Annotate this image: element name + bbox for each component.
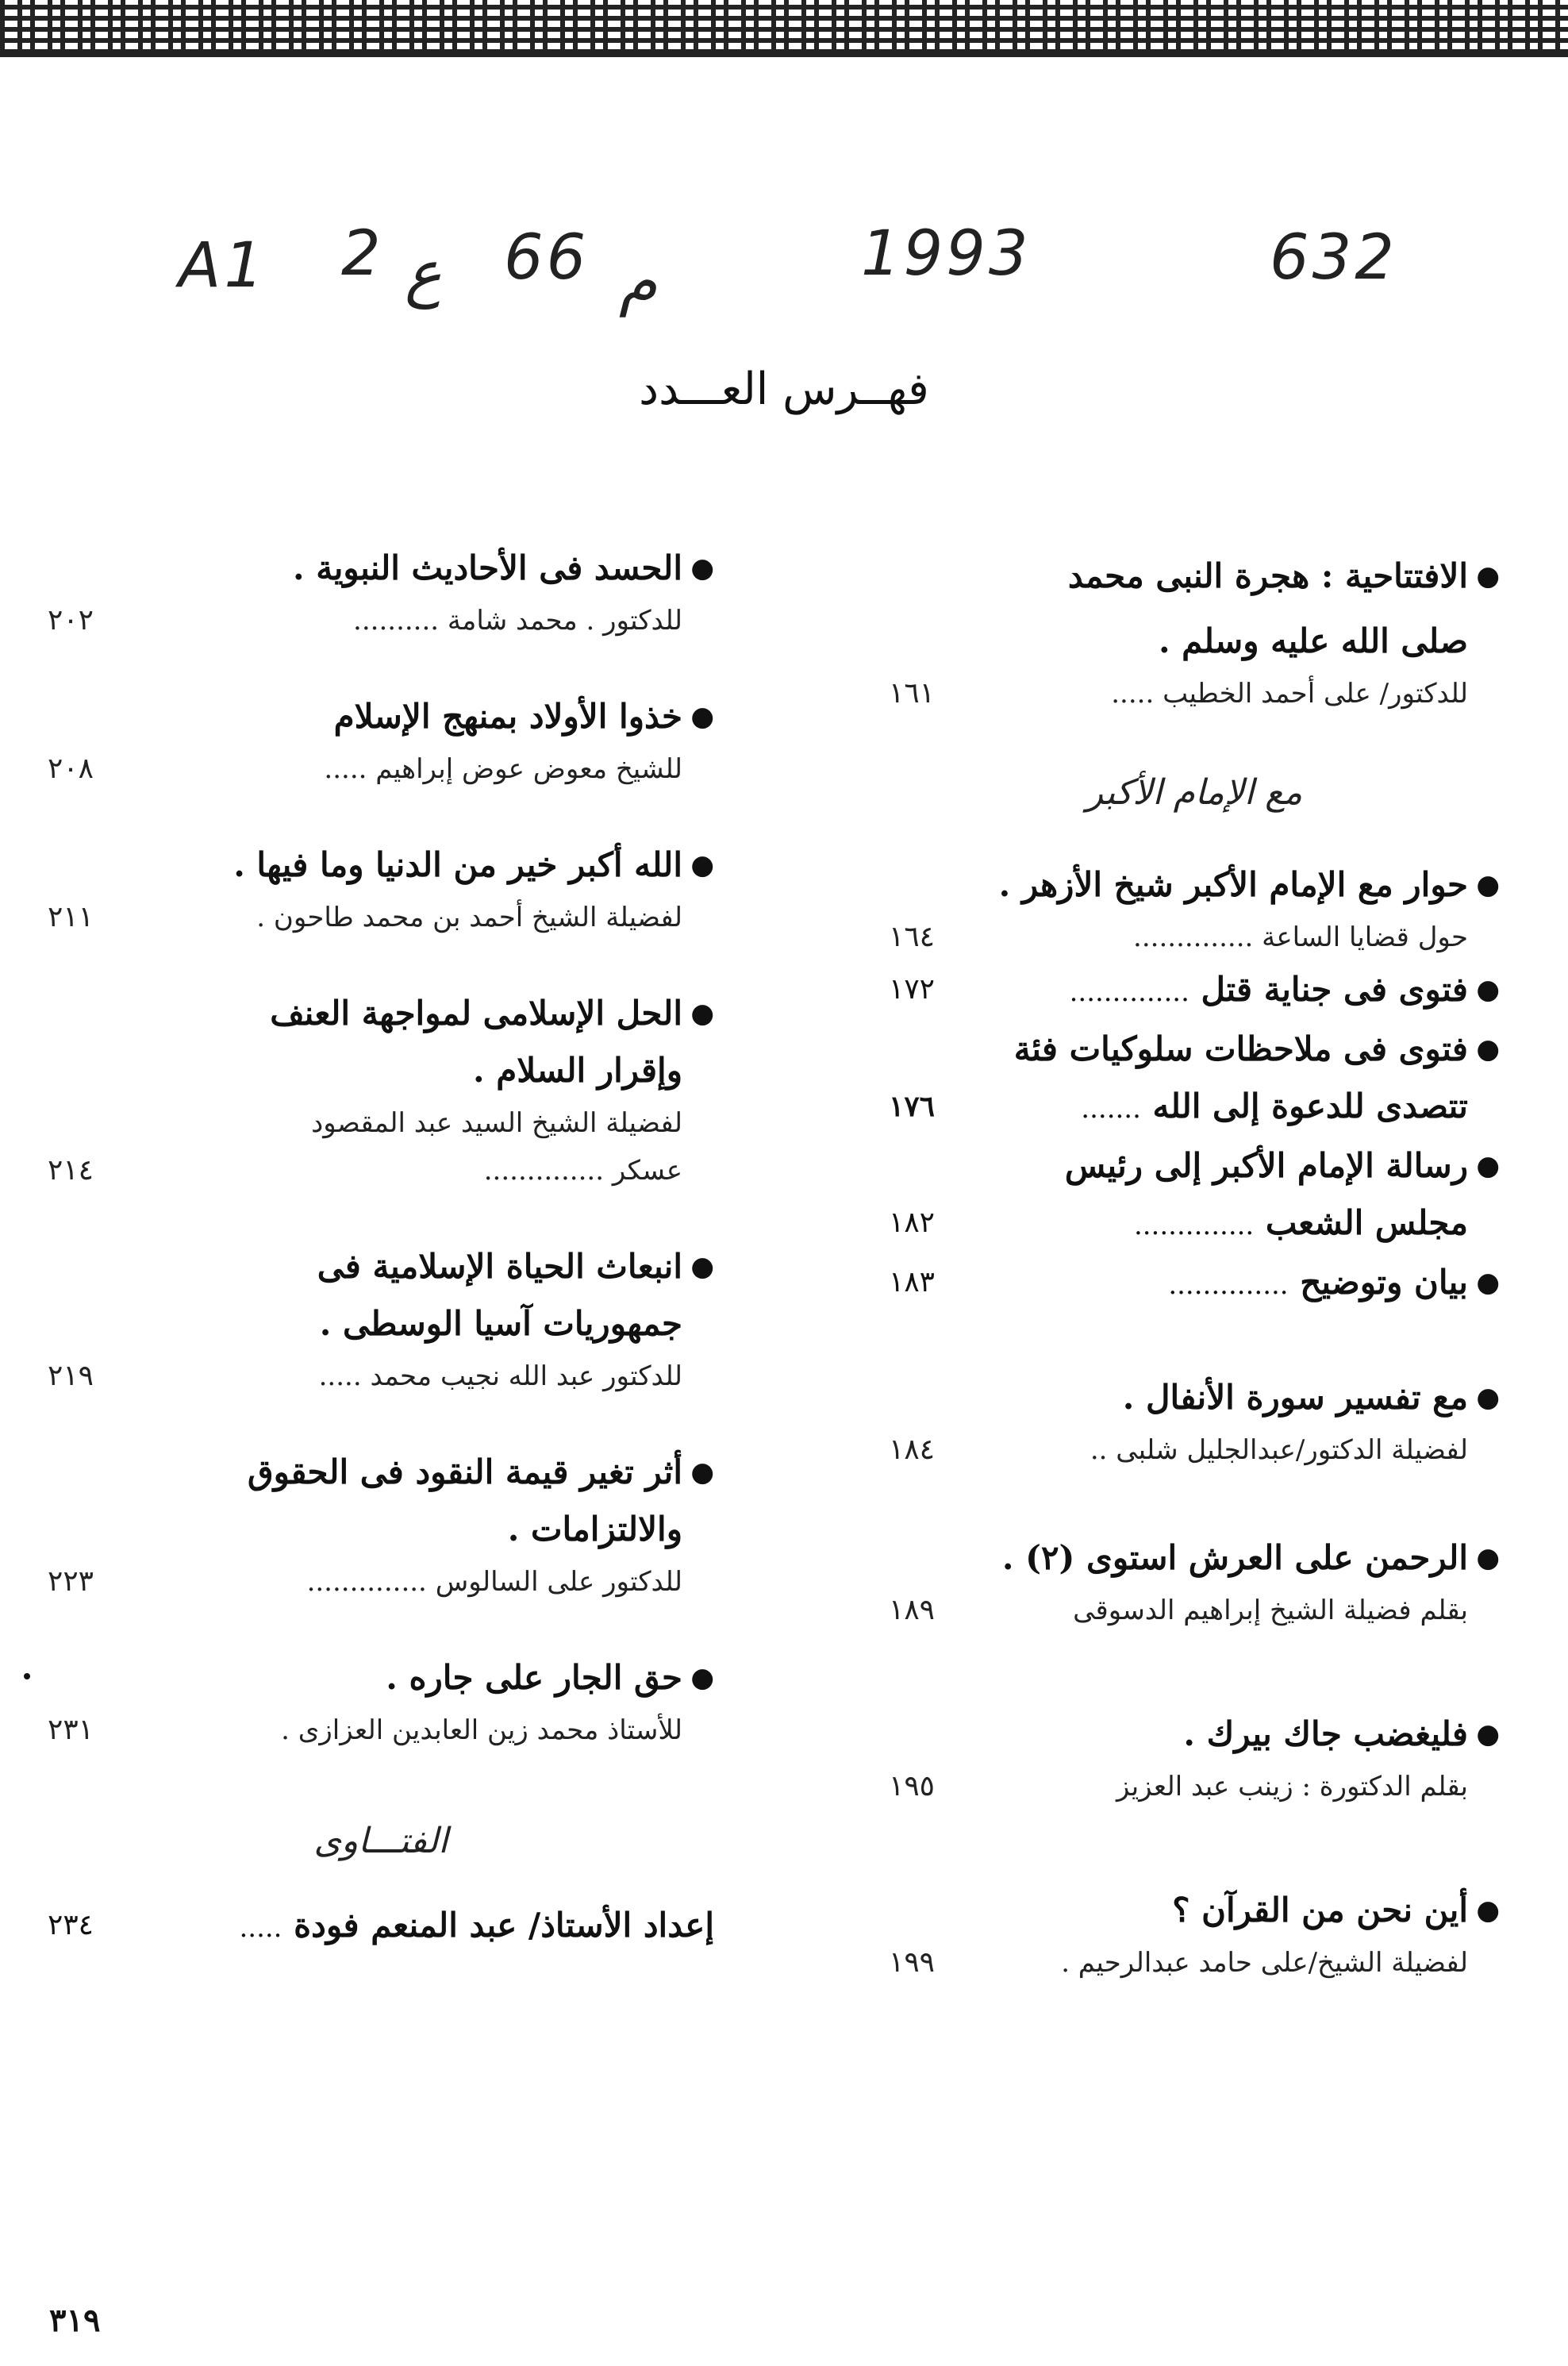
handwritten-code-b: 2 bbox=[341, 218, 384, 290]
leader-dots: .............. bbox=[306, 1566, 427, 1598]
leader-dots: .............. bbox=[1168, 1269, 1289, 1301]
toc-entry bbox=[889, 961, 1500, 1021]
entry-title-continued: وإقرار السلام . bbox=[472, 1051, 682, 1090]
section-heading: مع الإمام الأكبر bbox=[1086, 772, 1303, 813]
bullet-icon: ● bbox=[1476, 1895, 1500, 1926]
bullet-icon: ● bbox=[1476, 1382, 1500, 1414]
entry-author: للدكتور على السالوس bbox=[435, 1566, 682, 1598]
toc-entry bbox=[889, 548, 1500, 717]
handwritten-year: 1993 bbox=[861, 218, 1032, 290]
page-number: ١٨٤ bbox=[889, 1433, 936, 1466]
entry-title: الافتتاحية : هجرة النبى محمد bbox=[1067, 556, 1468, 595]
entry-title: الله أكبر خير من الدنيا وما فيها . bbox=[233, 845, 682, 884]
entry-author: حول قضايا الساعة bbox=[1262, 921, 1468, 953]
entry-title: انبعاث الحياة الإسلامية فى bbox=[317, 1247, 682, 1286]
handwritten-number: 632 bbox=[1270, 222, 1397, 294]
leader-dots: .......... bbox=[353, 605, 440, 637]
entry-title-continued: تتصدى للدعوة إلى الله bbox=[1152, 1087, 1468, 1125]
toc-entry bbox=[48, 688, 714, 793]
entry-title: حوار مع الإمام الأكبر شيخ الأزهر . bbox=[998, 865, 1468, 904]
entry-author: لفضيلة الشيخ السيد عبد المقصود bbox=[311, 1107, 682, 1139]
bullet-icon: ● bbox=[1476, 560, 1500, 592]
entry-title: فتوى فى جناية قتل bbox=[1201, 970, 1468, 1009]
page-number: ٢٣١ bbox=[48, 1714, 94, 1746]
toc-entry bbox=[889, 1706, 1500, 1810]
bullet-icon: ● bbox=[690, 1662, 714, 1694]
entry-author: للدكتور/ على أحمد الخطيب bbox=[1163, 678, 1468, 710]
toc-entry bbox=[889, 1529, 1500, 1634]
toc-entry bbox=[48, 1897, 714, 1956]
bullet-icon: ● bbox=[690, 1251, 714, 1283]
entry-title-continued: صلى الله عليه وسلم . bbox=[1158, 621, 1468, 660]
toc-entry bbox=[889, 1882, 1500, 1987]
decorative-border bbox=[0, 0, 1568, 57]
page-number: ٢٠٨ bbox=[48, 752, 94, 785]
leader-dots: ..... bbox=[318, 1360, 362, 1392]
bullet-icon: ● bbox=[1476, 1542, 1500, 1574]
page-number: ١٨٢ bbox=[889, 1206, 936, 1239]
leader-dots: .............. bbox=[483, 1155, 605, 1187]
folio-page-number: ٣١٩ bbox=[49, 2302, 101, 2339]
page-number: ٢١١ bbox=[48, 901, 94, 933]
toc-entry bbox=[48, 1444, 714, 1606]
entry-title: أين نحن من القرآن ؟ bbox=[1172, 1891, 1468, 1929]
entry-title: خذوا الأولاد بمنهج الإسلام bbox=[333, 697, 682, 736]
handwritten-code-c: ع bbox=[405, 238, 442, 310]
entry-title: رسالة الإمام الأكبر إلى رئيس bbox=[1064, 1146, 1468, 1185]
entry-title: فليغضب جاك بيرك . bbox=[1183, 1714, 1468, 1753]
leader-dots: .............. bbox=[1133, 921, 1254, 953]
toc-entry bbox=[889, 1254, 1500, 1314]
toc-entry bbox=[889, 1021, 1500, 1137]
toc-entry bbox=[48, 985, 714, 1195]
entry-title: الحل الإسلامى لمواجهة العنف bbox=[270, 994, 682, 1033]
page-number: ١٩٩ bbox=[889, 1946, 936, 1979]
toc-entry bbox=[48, 1649, 714, 1754]
entry-author: للأستاذ محمد زين العابدين العزازى . bbox=[281, 1714, 682, 1746]
entry-title: الرحمن على العرش استوى (٢) . bbox=[1001, 1538, 1468, 1577]
page-number: ١٨٩ bbox=[889, 1594, 936, 1626]
leader-dots: ..... bbox=[324, 753, 367, 785]
entry-author: للدكتور عبد الله نجيب محمد bbox=[370, 1360, 682, 1392]
page-number: ١٦١ bbox=[889, 677, 936, 710]
entry-title: إعداد الأستاذ/ عبد المنعم فودة bbox=[294, 1906, 714, 1945]
toc-entry bbox=[889, 856, 1500, 961]
page-number: ١٩٥ bbox=[889, 1770, 936, 1802]
toc-entry bbox=[48, 1238, 714, 1400]
entry-title: فتوى فى ملاحظات سلوكيات فئة bbox=[1013, 1029, 1468, 1068]
toc-entry bbox=[48, 837, 714, 941]
entry-author: للدكتور . محمد شامة bbox=[447, 605, 682, 637]
entry-author: بقلم الدكتورة : زينب عبد العزيز bbox=[1116, 1771, 1468, 1802]
leader-dots: ..... bbox=[239, 1912, 282, 1944]
bullet-icon: ● bbox=[690, 1456, 714, 1488]
leader-dots: ....... bbox=[1081, 1093, 1141, 1125]
bullet-icon: ● bbox=[690, 552, 714, 584]
toc-entry bbox=[48, 540, 714, 644]
entry-title-continued: والالتزامات . bbox=[507, 1510, 682, 1548]
bullet-icon: ● bbox=[690, 998, 714, 1029]
bullet-icon: ● bbox=[1476, 869, 1500, 901]
entry-title: أثر تغير قيمة النقود فى الحقوق bbox=[248, 1452, 682, 1491]
page-number: ١٧٦ bbox=[889, 1090, 936, 1123]
entry-title-continued: جمهوريات آسيا الوسطى . bbox=[319, 1304, 682, 1343]
bullet-icon: ● bbox=[1476, 1150, 1500, 1182]
toc-left-column bbox=[48, 540, 714, 1956]
bullet-icon: ● bbox=[1476, 1033, 1500, 1065]
section-heading: الفتـــاوى bbox=[313, 1821, 448, 1861]
bullet-icon: ● bbox=[690, 701, 714, 733]
entry-author-continued: عسكر bbox=[612, 1155, 682, 1187]
page-number: ٢٠٢ bbox=[48, 604, 94, 637]
toc-entry bbox=[889, 1369, 1500, 1474]
entry-author: للشيخ معوض عوض إبراهيم bbox=[375, 753, 682, 785]
entry-title: الحسد فى الأحاديث النبوية . bbox=[292, 548, 682, 587]
entry-author: لفضيلة الدكتور/عبدالجليل شلبى bbox=[1116, 1434, 1468, 1466]
leader-dots: .............. bbox=[1069, 976, 1189, 1008]
entry-title-continued: مجلس الشعب bbox=[1265, 1203, 1468, 1242]
bullet-icon: ● bbox=[1476, 974, 1500, 1006]
leader-dots: ..... bbox=[1111, 678, 1155, 710]
handwritten-code-d: 66 bbox=[504, 222, 590, 294]
page-number: ٢٢٣ bbox=[48, 1565, 94, 1598]
handwritten-code-e: م bbox=[619, 246, 658, 317]
page-number: ١٧٢ bbox=[889, 973, 936, 1006]
margin-mark bbox=[24, 1673, 30, 1679]
bullet-icon: ● bbox=[1476, 1267, 1500, 1298]
toc-right-column bbox=[889, 548, 1500, 1987]
entry-title: مع تفسير سورة الأنفال . bbox=[1122, 1378, 1468, 1417]
entry-title: حق الجار على جاره . bbox=[386, 1658, 682, 1697]
page-number: ١٦٤ bbox=[889, 921, 936, 953]
page-number: ١٨٣ bbox=[889, 1266, 936, 1298]
entry-author: لفضيلة الشيخ أحمد بن محمد طاحون . bbox=[256, 902, 682, 933]
entry-author: لفضيلة الشيخ/على حامد عبدالرحيم . bbox=[1061, 1947, 1468, 1979]
toc-entry bbox=[889, 1137, 1500, 1254]
bullet-icon: ● bbox=[690, 849, 714, 881]
page-number: ٢١٩ bbox=[48, 1360, 94, 1392]
entry-title: بيان وتوضيح bbox=[1300, 1263, 1468, 1302]
leader-dots: .............. bbox=[1133, 1210, 1255, 1241]
page-number: ٢٣٤ bbox=[48, 1909, 94, 1941]
leader-dots: .. bbox=[1090, 1434, 1108, 1466]
bullet-icon: ● bbox=[1476, 1718, 1500, 1750]
handwritten-code-a: A1 bbox=[179, 230, 267, 302]
entry-author: بقلم فضيلة الشيخ إبراهيم الدسوقى bbox=[1073, 1595, 1468, 1626]
page-number: ٢١٤ bbox=[48, 1154, 94, 1187]
page-title: فهــرس العـــدد bbox=[639, 364, 929, 415]
